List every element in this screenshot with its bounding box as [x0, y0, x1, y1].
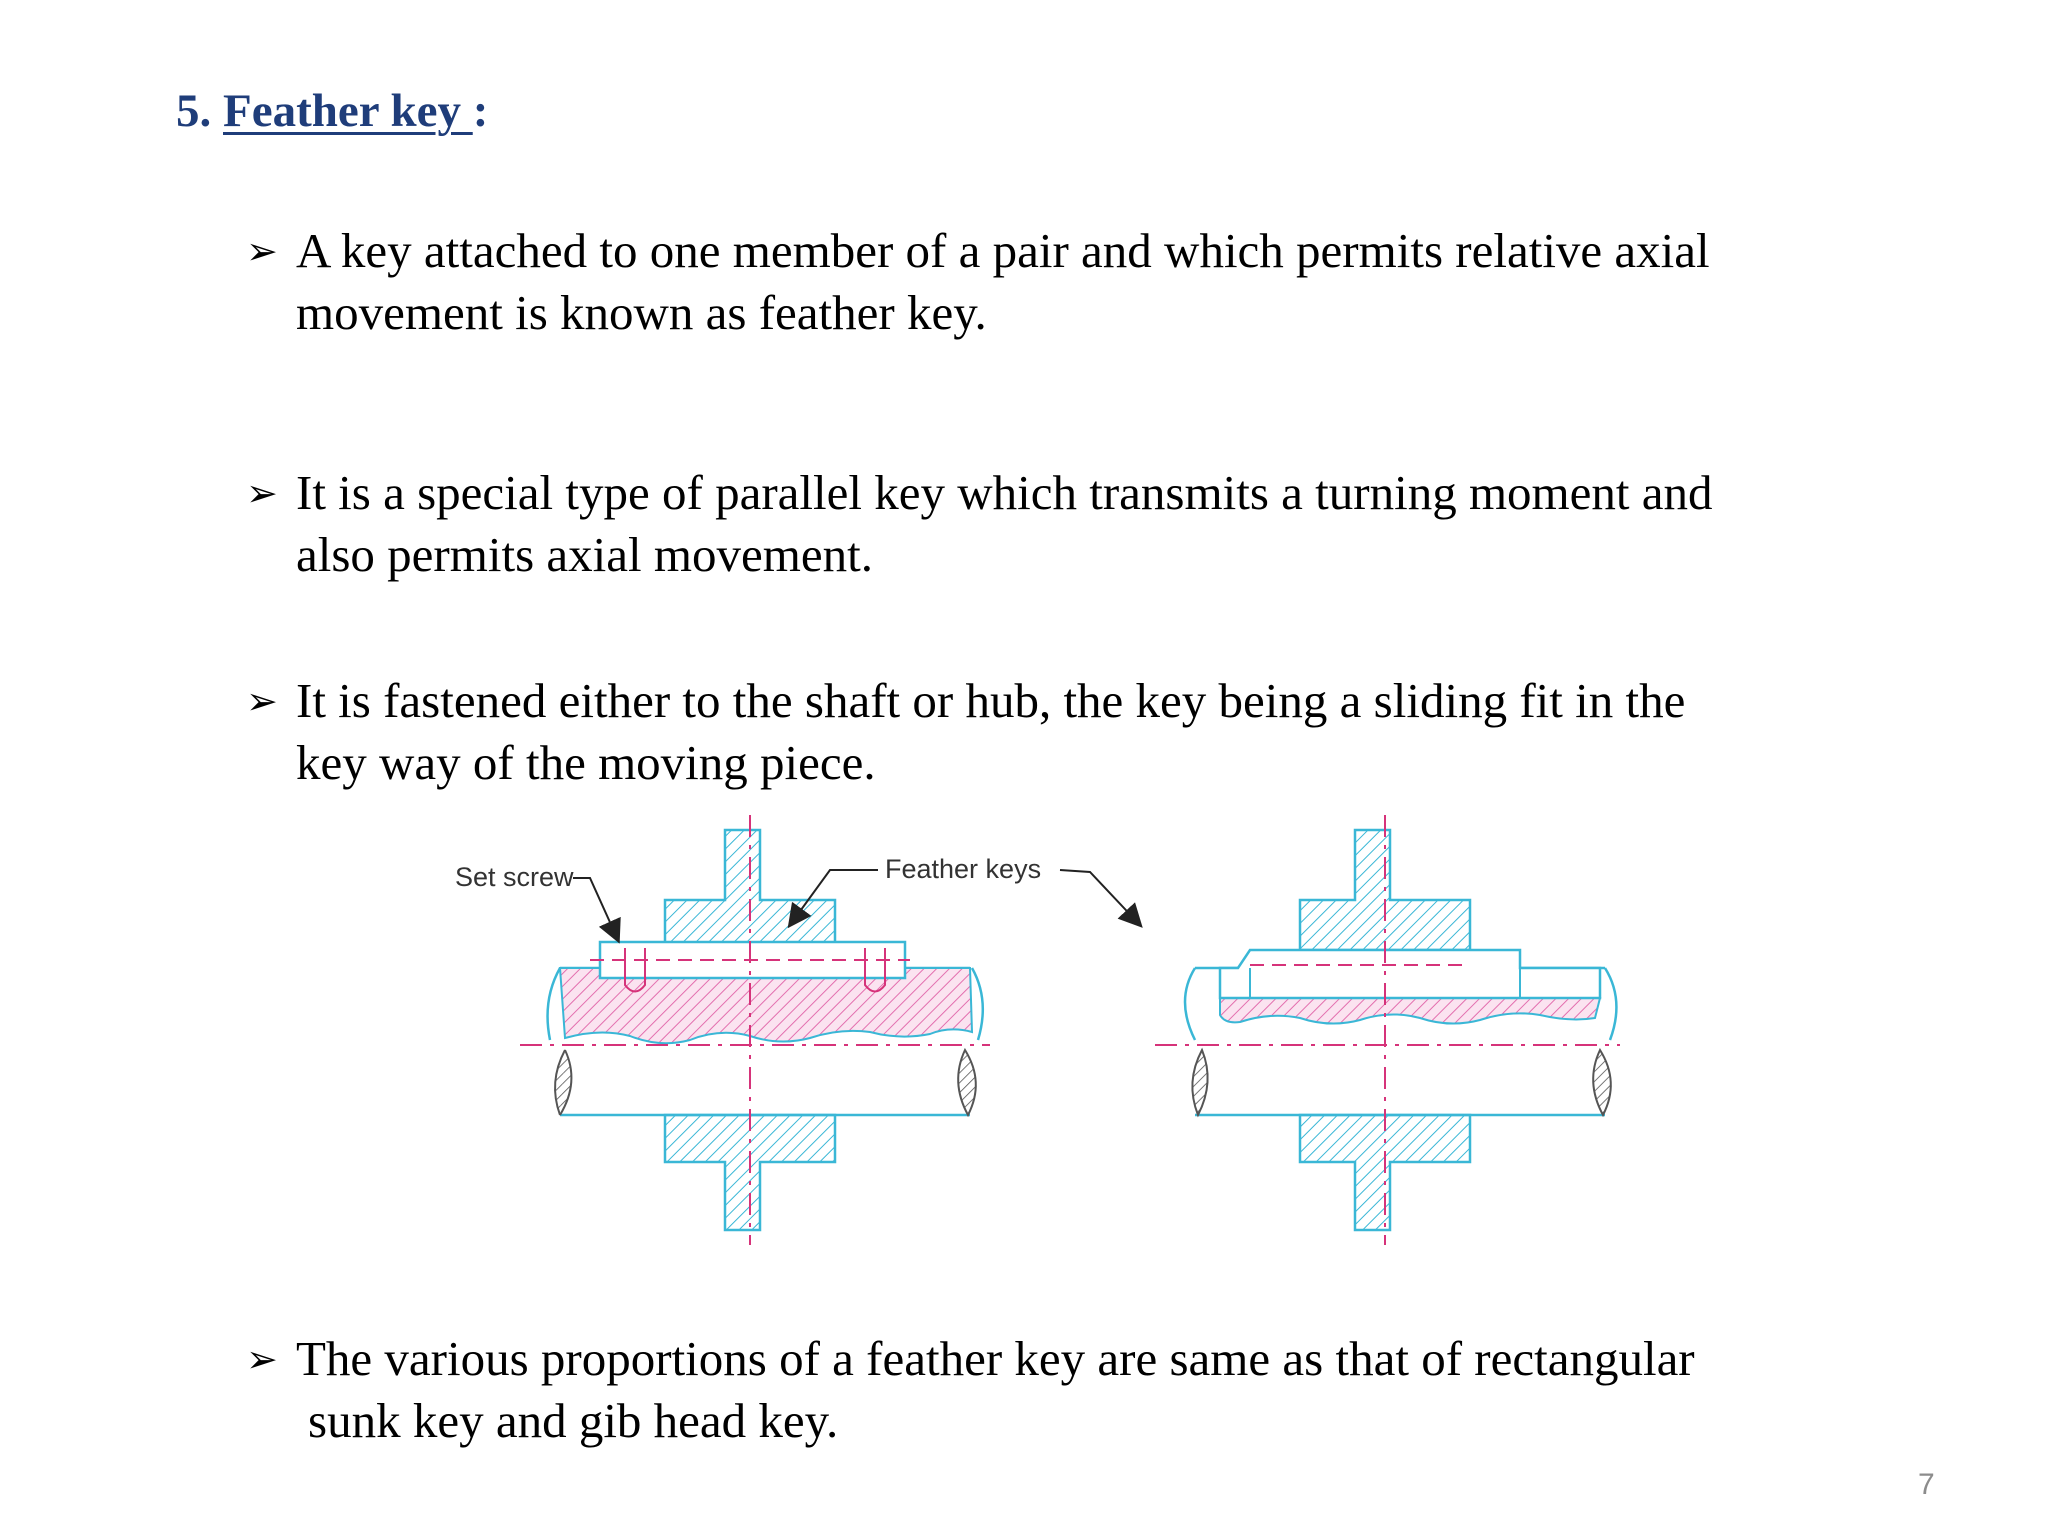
title-colon: : [472, 85, 489, 137]
arrow-bullet-icon: ➢ [246, 229, 278, 273]
bullet-1-line-1: A key attached to one member of a pair and which permits relative axial [296, 223, 1710, 278]
page-number: 7 [1918, 1468, 1935, 1501]
bullet-item-1 [246, 220, 1826, 344]
arrow-bullet-icon: ➢ [246, 679, 278, 723]
bullet-1-line-2: movement is known as feather key. [296, 285, 987, 340]
bullet-item-4 [246, 1328, 1826, 1452]
right-drawing-gib-head-feather-key [1155, 815, 1620, 1245]
feather-key-right-arrow [1060, 870, 1140, 925]
title-text: Feather key [223, 85, 473, 137]
bullet-4-line-1: The various proportions of a feather key are same as that of rectangular [296, 1331, 1695, 1386]
bullet-item-3 [246, 670, 1826, 794]
title-number: 5. [176, 85, 212, 137]
set-screw-arrow [573, 878, 618, 940]
bullet-item-2 [246, 462, 1826, 586]
bullet-3-line-1: It is fastened either to the shaft or hub, the key being a sliding fit in the [296, 673, 1686, 728]
arrow-bullet-icon: ➢ [246, 1337, 278, 1381]
bullet-2-line-2: also permits axial movement. [296, 527, 873, 582]
arrow-bullet-icon: ➢ [246, 471, 278, 515]
bullet-4-line-2: sunk key and gib head key. [308, 1393, 839, 1448]
bullet-2-line-1: It is a special type of parallel key which transmits a turning moment and [296, 465, 1713, 520]
feather-key-diagram [430, 800, 1630, 1260]
slide-title [176, 84, 488, 138]
bullet-3-line-2: key way of the moving piece. [296, 735, 876, 790]
label-set-screw: Set screw [455, 862, 574, 892]
label-feather-keys: Feather keys [885, 854, 1042, 884]
